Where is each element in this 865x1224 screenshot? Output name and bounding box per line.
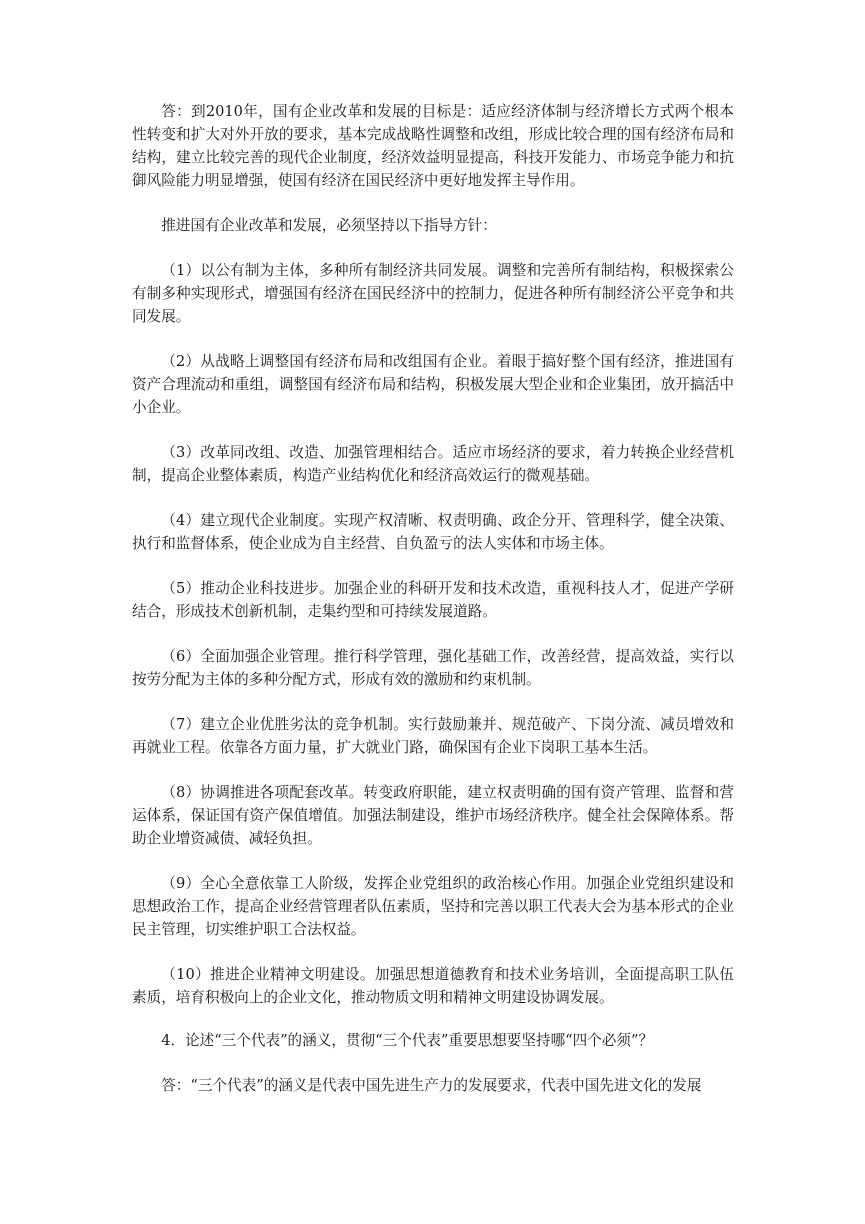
guideline-item-4: （4）建立现代企业制度。实现产权清晰、权责明确、政企分开、管理科学，健全决策、执行和监督体系，使企业成为自主经营、自负盈亏的法人实体和市场主体。: [132, 512, 734, 552]
guideline-item-5: （5）推动企业科技进步。加强企业的科研开发和技术改造，重视科技人才，促进产学研结合，形成技术创新机制，走集约型和可持续发展道路。: [132, 580, 734, 620]
guideline-item-8: （8）协调推进各项配套改革。转变政府职能，建立权责明确的国有资产管理、监督和营运体系，保证国有资产保值增值。加强法制建设，维护市场经济秩序。健全社会保障体系。帮助企业增资减债、减轻负担。: [132, 784, 734, 847]
guideline-item-2: （2）从战略上调整国有经济布局和改组国有企业。着眼于搞好整个国有经济，推进国有资产合理流动和重组，调整国有经济布局和结构，积极发展大型企业和企业集团，放开搞活中小企业。: [132, 353, 734, 416]
guideline-item-10: （10）推进企业精神文明建设。加强思想道德教育和技术业务培训，全面提高职工队伍素质，培育积极向上的企业文化，推动物质文明和精神文明建设协调发展。: [132, 966, 734, 1006]
guideline-item-3: （3）改革同改组、改造、加强管理相结合。适应市场经济的要求，着力转换企业经营机制，提高企业整体素质，构造产业结构优化和经济高效运行的微观基础。: [132, 444, 734, 484]
document-page: [132, 100, 734, 1097]
answer-4-paragraph: 答：“三个代表”的涵义是代表中国先进生产力的发展要求，代表中国先进文化的发展: [161, 1077, 702, 1094]
guideline-item-7: （7）建立企业优胜劣汰的竞争机制。实行鼓励兼并、规范破产、下岗分流、减员增效和再就业工程。依靠各方面力量，扩大就业门路，确保国有企业下岗职工基本生活。: [132, 716, 734, 756]
guideline-item-1: （1）以公有制为主体，多种所有制经济共同发展。调整和完善所有制结构，积极探索公有制多种实现形式，增强国有经济在国民经济中的控制力，促进各种所有制经济公平竞争和共同发展。: [132, 262, 734, 325]
guideline-item-6: （6）全面加强企业管理。推行科学管理，强化基础工作，改善经营，提高效益，实行以按劳分配为主体的多种分配方式，形成有效的激励和约束机制。: [132, 648, 734, 688]
answer-paragraph: 答：到2010年，国有企业改革和发展的目标是：适应经济体制与经济增长方式两个根本性转变和扩大对外开放的要求，基本完成战略性调整和改组，形成比较合理的国有经济布局和结构，建立比较完善的现代企业制度，经济效益明显提高，科技开发能力、市场竞争能力和抗御风险能力明显增强，使国有经济在国民经济中更好地发挥主导作用。: [132, 103, 734, 189]
guideline-intro: 推进国有企业改革和发展，必须坚持以下指导方针：: [161, 217, 497, 234]
guideline-item-9: （9）全心全意依靠工人阶级，发挥企业党组织的政治核心作用。加强企业党组织建设和思想政治工作，提高企业经营管理者队伍素质，坚持和完善以职工代表大会为基本形式的企业民主管理，切实维护职工合法权益。: [132, 875, 734, 938]
question-4: 4．论述“三个代表”的涵义，贯彻“三个代表”重要思想要坚持哪“四个必须”？: [161, 1032, 654, 1049]
